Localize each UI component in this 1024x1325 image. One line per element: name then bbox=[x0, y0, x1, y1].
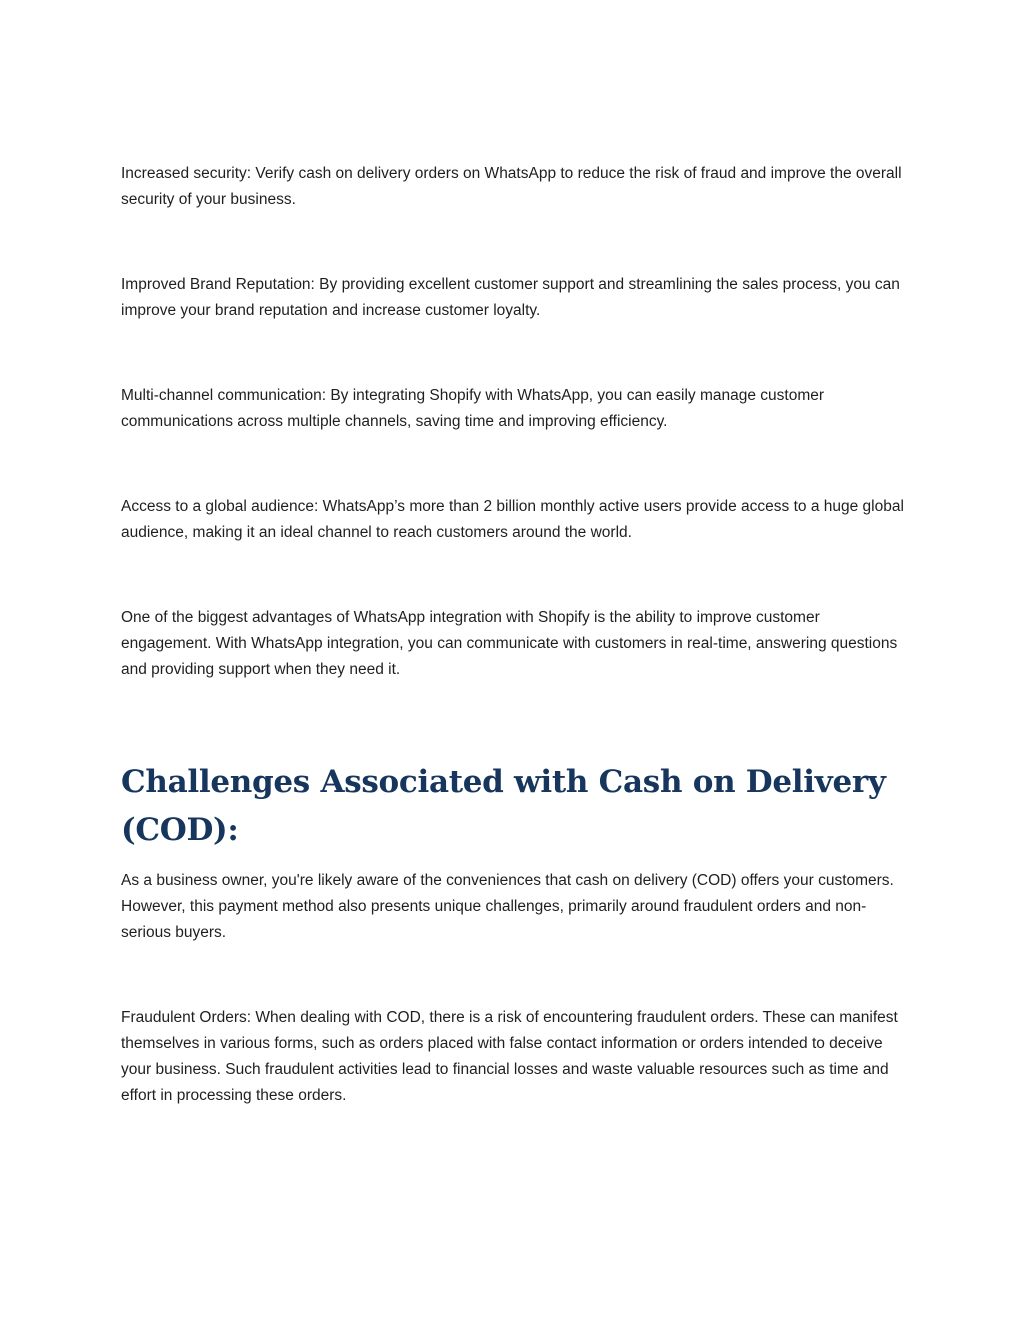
paragraph-increased-security: Increased security: Verify cash on delivery orders on WhatsApp to reduce the risk of fraud and improve the overall security of your business. bbox=[121, 165, 902, 208]
paragraph-brand-reputation: Improved Brand Reputation: By providing excellent customer support and streamlining the sales process, you can improve your brand reputation and increase customer loyalty. bbox=[121, 276, 900, 319]
paragraph-global-audience: Access to a global audience: WhatsApp’s more than 2 billion monthly active users provide access to a huge global audience, making it an ideal channel to reach customers around the world. bbox=[121, 498, 904, 541]
paragraph-multi-channel: Multi-channel communication: By integrating Shopify with WhatsApp, you can easily manage customer communications across multiple channels, saving time and improving efficiency. bbox=[121, 387, 825, 430]
paragraph-customer-engagement: One of the biggest advantages of WhatsApp integration with Shopify is the ability to improve customer engagement. With WhatsApp integration, you can communicate with customers in real-time, answering questions and providing support when they need it. bbox=[121, 609, 898, 678]
paragraph-cod-intro: As a business owner, you're likely aware of the conveniences that cash on delivery (COD) offers your customers. However, this payment method also presents unique challenges, primarily around fraudulent orders and non-serious buyers. bbox=[121, 872, 894, 941]
section-heading: Challenges Associated with Cash on Delivery (COD): bbox=[121, 764, 886, 848]
paragraph-fraudulent-orders: Fraudulent Orders: When dealing with COD, there is a risk of encountering fraudulent orders. These can manifest themselves in various forms, such as orders placed with false contact information or orders intended to deceive your business. Such fraudulent activities lead to financial losses and waste valuable resources such as time and effort in processing these orders. bbox=[121, 1009, 898, 1104]
